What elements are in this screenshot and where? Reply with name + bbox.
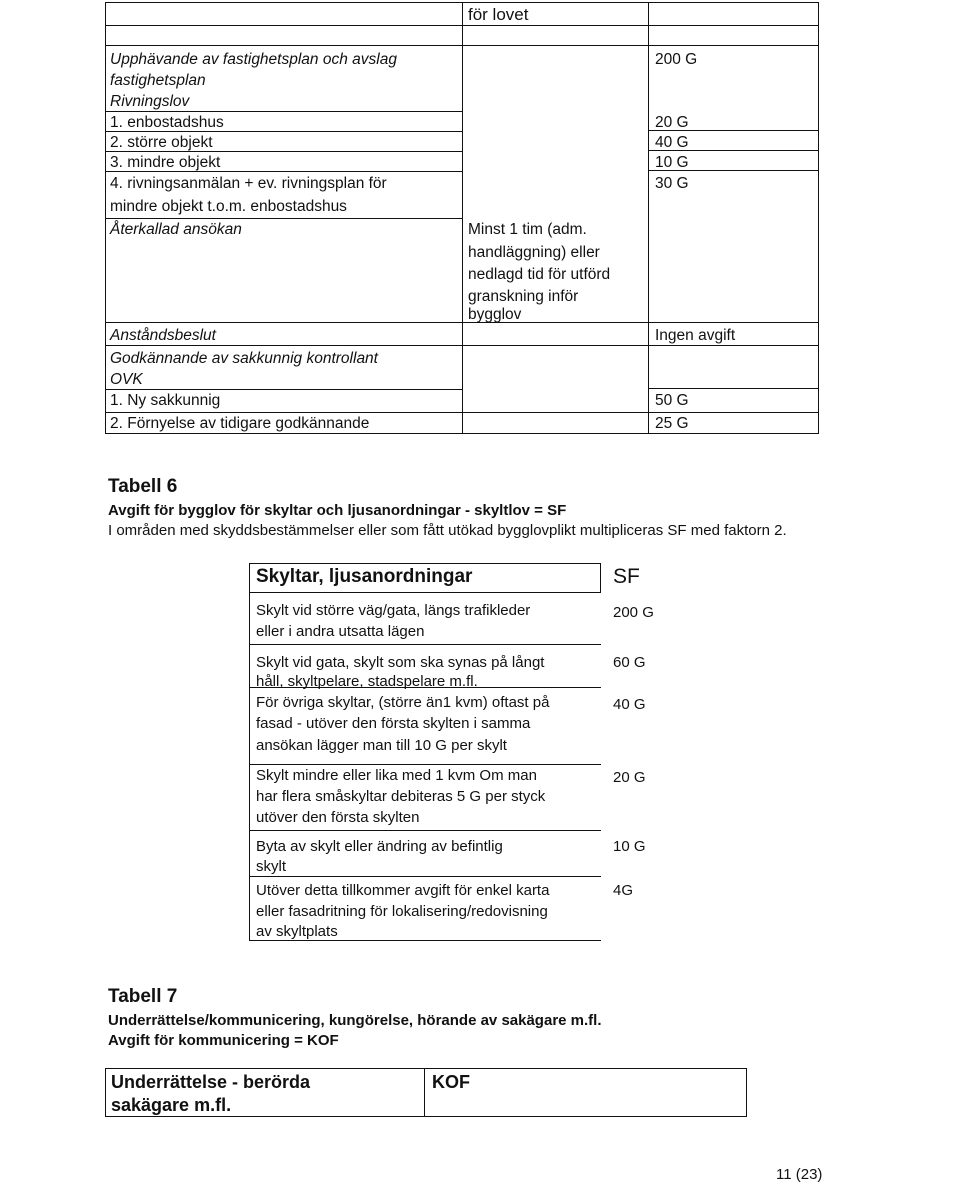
row-label: OVK <box>110 371 143 388</box>
sign-row-text: ansökan lägger man till 10 G per skylt <box>256 737 507 754</box>
row-label: 1. enbostadshus <box>110 114 224 131</box>
row-label: Rivningslov <box>110 93 190 110</box>
row-label: 2. Förnyelse av tidigare godkännande <box>110 415 370 432</box>
row-value: 20 G <box>655 114 689 131</box>
col-header-sf: SF <box>613 565 640 588</box>
sign-row-value: 10 G <box>613 838 646 855</box>
sign-row-text: av skyltplats <box>256 923 338 940</box>
sign-row-value: 60 G <box>613 654 646 671</box>
row-label: Godkännande av sakkunnig kontrollant <box>110 350 378 367</box>
row-value: Ingen avgift <box>655 327 736 344</box>
col-header-skyltar: Skyltar, ljusanordningar <box>256 566 473 587</box>
row-label: Anståndsbeslut <box>110 327 216 344</box>
sign-row-text: Skylt mindre eller lika med 1 kvm Om man <box>256 767 537 784</box>
row-note: bygglov <box>468 306 522 323</box>
sign-row-value: 4G <box>613 882 634 899</box>
row-label: 2. större objekt <box>110 134 213 151</box>
sign-row-text: eller fasadritning för lokalisering/redovisning <box>256 903 548 920</box>
sign-row-text: skylt <box>256 858 286 875</box>
row-label: 3. mindre objekt <box>110 154 221 171</box>
row-label: fastighetsplan <box>110 72 206 89</box>
tabell6-subtitle: Avgift för bygglov för skyltar och ljusanordningar - skyltlov = SF <box>108 502 567 519</box>
page-number: 11 (23) <box>776 1166 823 1183</box>
kof-row-label: Underrättelse - berörda <box>111 1072 311 1092</box>
sign-row-value: 200 G <box>613 604 654 621</box>
row-value: 10 G <box>655 154 689 171</box>
row-label: 4. rivningsanmälan + ev. rivningsplan för <box>110 175 387 192</box>
row-label: Upphävande av fastighetsplan och avslag <box>110 51 397 68</box>
sign-row-text: För övriga skyltar, (större än1 kvm) oftast på <box>256 694 550 711</box>
row-note: handläggning) eller <box>468 244 600 261</box>
row-value: 200 G <box>655 51 698 68</box>
row-note: granskning inför <box>468 288 579 305</box>
row-note: Minst 1 tim (adm. <box>468 221 587 238</box>
kof-row-label: sakägare m.fl. <box>111 1095 232 1115</box>
sign-row-text: Skylt vid större väg/gata, längs trafikleder <box>256 602 531 619</box>
sign-row-text: Utöver detta tillkommer avgift för enkel karta <box>256 882 550 899</box>
sign-row-text: håll, skyltpelare, stadspelare m.fl. <box>256 673 478 690</box>
sign-row-text: har flera småskyltar debiteras 5 G per styck <box>256 788 546 805</box>
row-note: nedlagd tid för utförd <box>468 266 611 283</box>
sign-row-value: 20 G <box>613 769 646 786</box>
tabell7-heading: Tabell 7 <box>108 986 178 1007</box>
row-label: Återkallad ansökan <box>110 221 242 238</box>
sign-row-text: fasad - utöver den första skylten i samma <box>256 715 531 732</box>
row-value: 25 G <box>655 415 689 432</box>
tabell6-note: I områden med skyddsbestämmelser eller som fått utökad bygglovplikt multipliceras SF med faktorn 2. <box>108 522 787 539</box>
row-label: mindre objekt t.o.m. enbostadshus <box>110 198 347 215</box>
header-for-lovet: för lovet <box>468 5 529 24</box>
sign-row-text: utöver den första skylten <box>256 809 420 826</box>
row-value: 50 G <box>655 392 689 409</box>
row-value: 30 G <box>655 175 689 192</box>
row-value: 40 G <box>655 134 689 151</box>
sign-row-text: eller i andra utsatta lägen <box>256 623 425 640</box>
row-label: 1. Ny sakkunnig <box>110 392 221 409</box>
kof-row-value: KOF <box>432 1072 470 1092</box>
tabell7-subtitle: Underrättelse/kommunicering, kungörelse, hörande av sakägare m.fl. <box>108 1012 602 1029</box>
tabell7-subtitle-kof: Avgift för kommunicering = KOF <box>108 1032 339 1049</box>
sign-row-value: 40 G <box>613 696 646 713</box>
sign-row-text: Byta av skylt eller ändring av befintlig <box>256 838 503 855</box>
sign-row-text: Skylt vid gata, skylt som ska synas på långt <box>256 654 545 671</box>
tabell6-heading: Tabell 6 <box>108 476 178 497</box>
